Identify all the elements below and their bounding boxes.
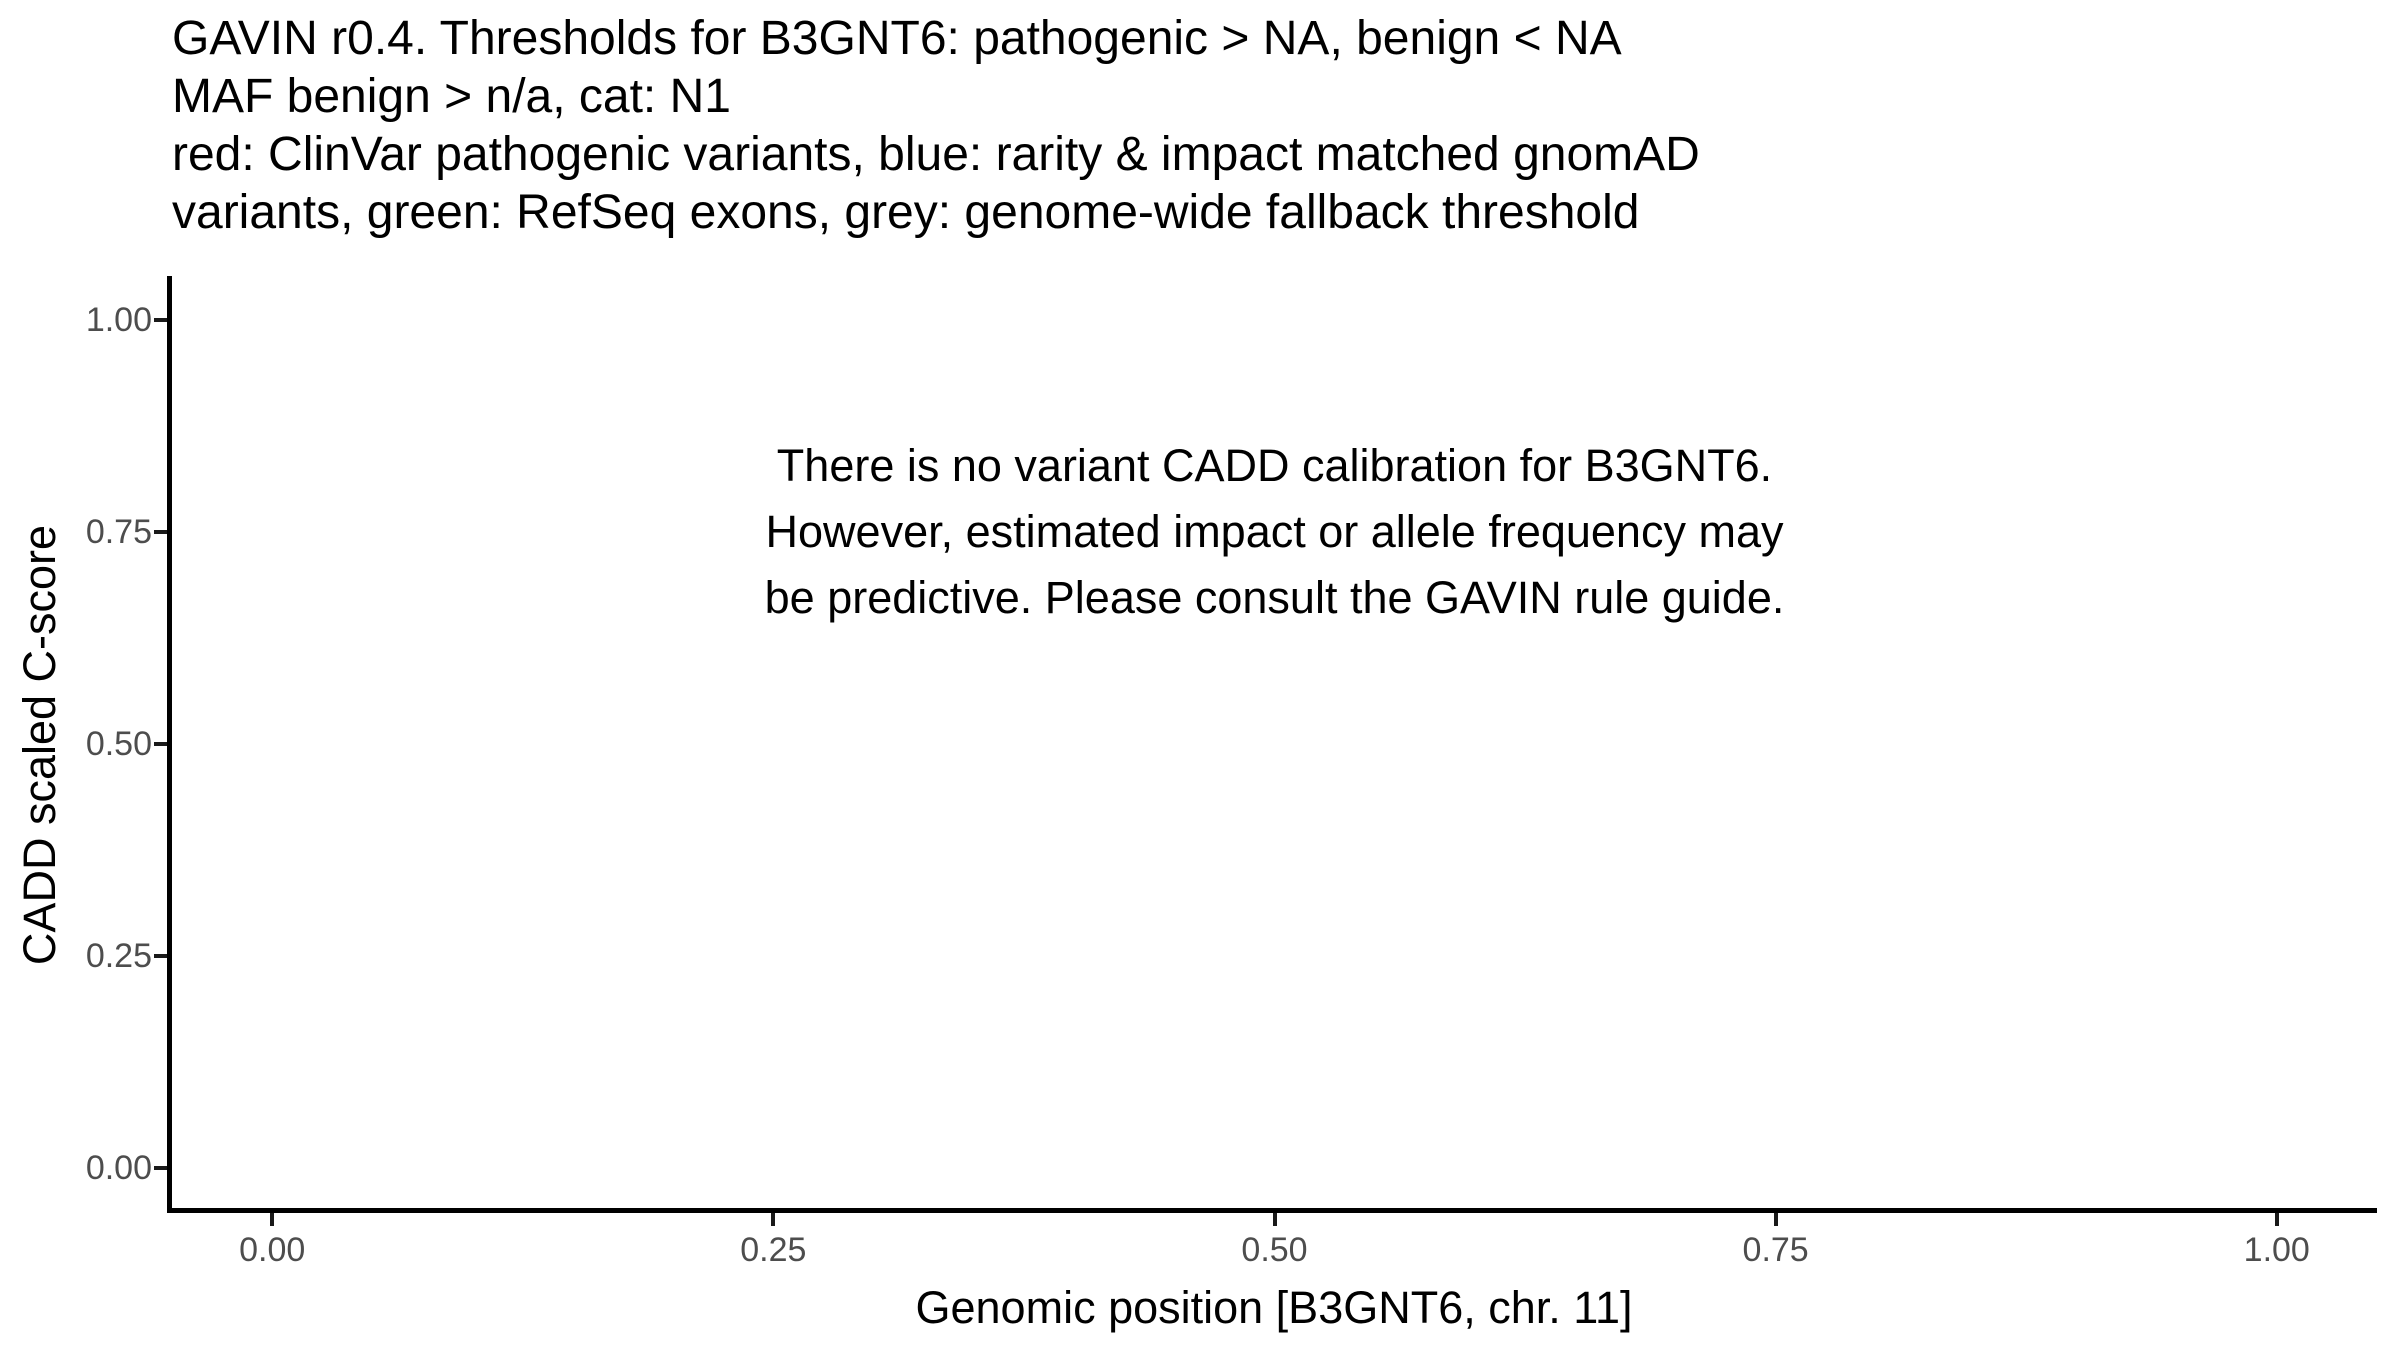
plot-title-line-1: GAVIN r0.4. Thresholds for B3GNT6: pathogenic > NA, benign < NA: [172, 12, 1622, 65]
x-tick-label: 0.75: [1742, 1231, 1809, 1269]
plot-panel: [172, 278, 2377, 1210]
plot-title: [172, 10, 1700, 242]
y-tick-mark: [154, 742, 167, 746]
plot-title-line-2: MAF benign > n/a, cat: N1: [172, 70, 731, 123]
x-tick-mark: [1273, 1213, 1277, 1226]
x-tick-mark: [1774, 1213, 1778, 1226]
y-tick-mark: [154, 530, 167, 534]
x-tick-label: 0.25: [740, 1231, 807, 1269]
annotation-line-2: However, estimated impact or allele frequency may: [765, 506, 1784, 558]
y-tick-label: 0.00: [85, 1148, 152, 1187]
y-tick-label: 0.75: [85, 513, 152, 552]
annotation-text: [765, 433, 1785, 631]
annotation-line-1: There is no variant CADD calibration for B3GNT6.: [776, 440, 1773, 492]
y-tick-mark: [154, 954, 167, 958]
plot-title-line-4: variants, green: RefSeq exons, grey: genome-wide fallback threshold: [172, 186, 1640, 239]
y-axis-title: CADD scaled C-score: [14, 524, 65, 966]
x-tick-mark: [2275, 1213, 2279, 1226]
annotation-line-3: be predictive. Please consult the GAVIN rule guide.: [764, 572, 1785, 624]
y-tick-label: 0.50: [85, 725, 152, 763]
x-tick-mark: [270, 1213, 274, 1226]
plot-title-line-3: red: ClinVar pathogenic variants, blue: rarity & impact matched gnomAD: [172, 128, 1700, 181]
x-tick-mark: [771, 1213, 775, 1226]
x-tick-label: 0.50: [1241, 1231, 1308, 1269]
y-tick-mark: [154, 318, 167, 322]
y-tick-mark: [154, 1166, 167, 1170]
y-axis-line: [167, 276, 172, 1213]
y-tick-label: 1.00: [85, 301, 152, 340]
x-axis-title: Genomic position [B3GNT6, chr. 11]: [915, 1282, 1633, 1333]
x-tick-label: 0.00: [239, 1231, 306, 1269]
y-tick-label: 0.25: [85, 936, 152, 975]
x-tick-label: 1.00: [2243, 1231, 2310, 1269]
